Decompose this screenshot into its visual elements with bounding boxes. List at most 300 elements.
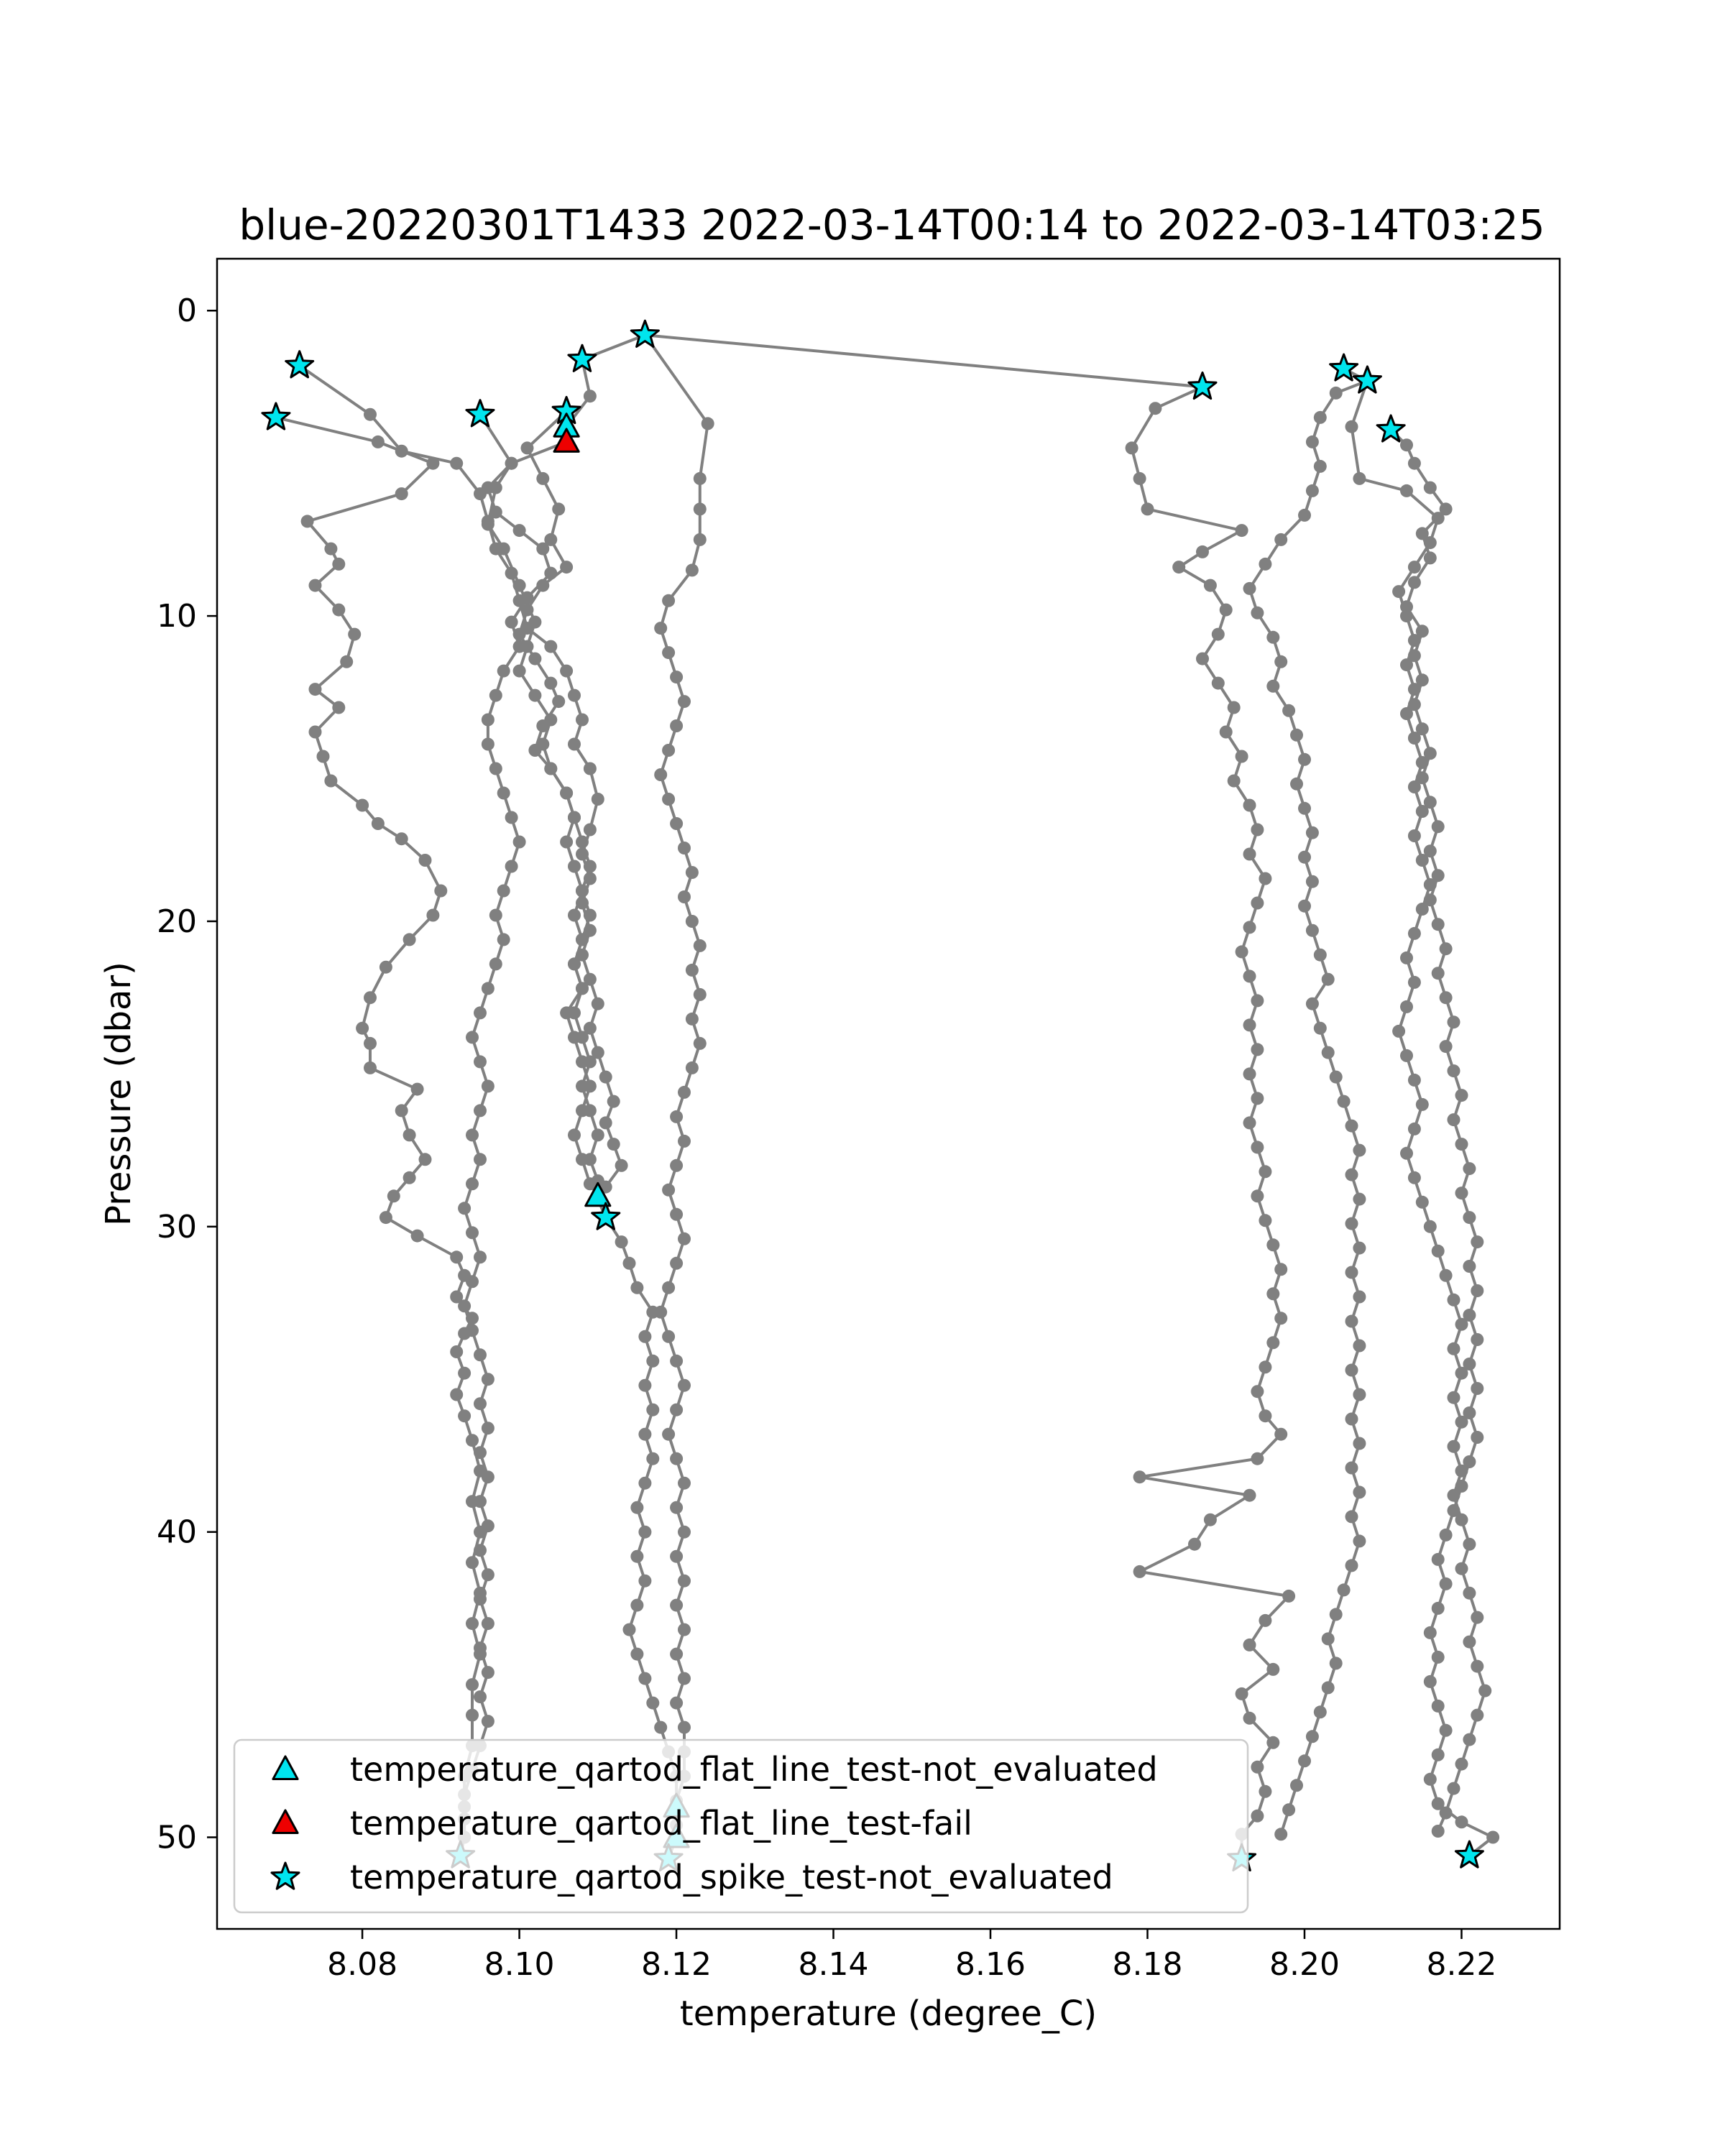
data-point (403, 1171, 416, 1184)
data-point (1251, 1761, 1264, 1774)
data-point (638, 1575, 651, 1588)
data-point (1416, 756, 1429, 769)
legend-label: temperature_qartod_flat_line_test-fail (350, 1804, 972, 1843)
data-point (1478, 1685, 1491, 1697)
y-tick-label: 30 (157, 1208, 197, 1245)
data-point (1353, 472, 1366, 485)
data-point (694, 988, 707, 1001)
data-point (1346, 1510, 1358, 1523)
data-point (584, 860, 597, 873)
data-point (686, 563, 699, 576)
data-point (1353, 1388, 1366, 1401)
data-point (678, 1233, 691, 1245)
data-point (576, 933, 589, 946)
data-point (1408, 732, 1421, 745)
data-point (497, 665, 510, 678)
data-point (568, 860, 581, 873)
data-point (1353, 1485, 1366, 1498)
data-point (1416, 1098, 1429, 1111)
data-point (1432, 1651, 1445, 1664)
data-point (1471, 1382, 1484, 1395)
data-point (1448, 1113, 1460, 1126)
data-point (654, 1721, 667, 1734)
data-point (1298, 1754, 1311, 1767)
y-tick-label: 40 (157, 1514, 197, 1551)
data-point (474, 1593, 487, 1606)
data-point (1243, 1489, 1256, 1502)
data-point (1448, 1342, 1460, 1355)
data-point (1455, 1562, 1468, 1575)
data-point (568, 738, 581, 751)
data-point (482, 1568, 494, 1581)
data-point (607, 1095, 620, 1108)
data-point (1251, 607, 1264, 619)
data-point (1133, 472, 1146, 485)
data-point (1236, 1687, 1248, 1700)
data-point (301, 515, 314, 528)
data-point (1346, 1413, 1358, 1426)
data-point (599, 1116, 612, 1129)
data-point (395, 445, 408, 458)
data-point (1471, 1431, 1484, 1444)
data-point (1424, 1675, 1437, 1688)
data-point (1314, 411, 1327, 424)
data-point (1322, 973, 1335, 986)
data-point (1353, 1144, 1366, 1157)
data-point (584, 390, 597, 402)
data-point (1346, 420, 1358, 433)
data-point (1236, 750, 1248, 763)
data-point (670, 1159, 683, 1172)
data-point (1259, 1360, 1271, 1373)
data-point (654, 1306, 667, 1319)
data-point (450, 1250, 463, 1263)
data-point (458, 1367, 471, 1380)
data-point (1346, 1120, 1358, 1133)
data-point (1455, 1367, 1468, 1380)
y-tick-label: 20 (157, 903, 197, 940)
data-point (678, 695, 691, 708)
data-point (1141, 502, 1154, 515)
data-point (489, 482, 502, 494)
data-point (1353, 1340, 1366, 1353)
data-point (1259, 1785, 1271, 1798)
data-point (395, 1104, 408, 1117)
data-point (474, 1641, 487, 1654)
data-point (670, 1257, 683, 1270)
data-point (615, 1235, 628, 1248)
data-point (694, 533, 707, 546)
data-point (1266, 631, 1279, 644)
data-point (505, 811, 518, 824)
data-point (497, 543, 510, 556)
data-point (474, 1446, 487, 1459)
data-point (584, 909, 597, 922)
data-point (482, 1422, 494, 1434)
data-point (1259, 1214, 1271, 1227)
data-point (1432, 512, 1445, 525)
data-point (1440, 1040, 1453, 1053)
data-point (356, 799, 369, 812)
y-tick-label: 10 (157, 598, 197, 635)
data-point (474, 1495, 487, 1508)
data-point (466, 1678, 479, 1691)
data-point (309, 579, 322, 592)
data-point (1243, 1639, 1256, 1651)
data-point (1448, 1782, 1460, 1795)
data-point (1282, 1803, 1295, 1816)
data-point (1432, 1553, 1445, 1566)
data-point (568, 909, 581, 922)
data-point (332, 604, 345, 617)
data-point (1338, 1583, 1351, 1596)
data-point (1243, 969, 1256, 982)
data-point (1251, 1385, 1264, 1398)
data-point (1172, 561, 1185, 573)
data-point (1290, 778, 1303, 791)
data-point (309, 726, 322, 739)
data-point (1251, 1141, 1264, 1153)
data-point (482, 1079, 494, 1092)
data-point (1455, 1815, 1468, 1828)
data-point (592, 793, 604, 806)
x-tick-label: 8.08 (327, 1946, 398, 1983)
data-point (1314, 1022, 1327, 1035)
data-point (576, 714, 589, 727)
data-point (466, 1556, 479, 1569)
data-point (1440, 1577, 1453, 1590)
data-point (1133, 1565, 1146, 1578)
data-point (458, 1409, 471, 1422)
data-point (686, 1061, 699, 1074)
data-point (1471, 1709, 1484, 1722)
data-point (630, 1599, 643, 1612)
data-point (694, 472, 707, 485)
data-point (576, 982, 589, 995)
data-point (419, 1153, 432, 1166)
data-point (505, 616, 518, 629)
data-point (1353, 1437, 1366, 1450)
data-point (474, 1250, 487, 1263)
data-point (1408, 634, 1421, 647)
data-point (1251, 1810, 1264, 1823)
data-point (372, 436, 385, 448)
data-point (670, 1208, 683, 1221)
data-point (1314, 949, 1327, 962)
data-point (1463, 1538, 1476, 1551)
data-point (1463, 1162, 1476, 1175)
data-point (466, 1709, 479, 1722)
data-point (387, 1189, 400, 1202)
data-point (489, 763, 502, 775)
data-point (1424, 551, 1437, 564)
data-point (670, 1452, 683, 1465)
data-point (560, 1006, 573, 1019)
data-point (560, 836, 573, 849)
data-point (560, 561, 573, 573)
data-point (1353, 1534, 1366, 1547)
data-point (646, 1452, 659, 1465)
data-point (1448, 1015, 1460, 1028)
legend-label: temperature_qartod_flat_line_test-not_evaluated (350, 1750, 1158, 1789)
data-point (1424, 1220, 1437, 1233)
data-point (497, 933, 510, 946)
data-point (1298, 753, 1311, 766)
chart-title: blue-20220301T1433 2022-03-14T00:14 to 2022-03-14T03:25 (239, 201, 1545, 249)
data-point (1432, 918, 1445, 931)
data-point (1274, 655, 1287, 668)
data-point (1463, 1636, 1476, 1649)
data-point (1432, 1825, 1445, 1838)
data-point (552, 695, 565, 708)
data-point (474, 1104, 487, 1117)
data-point (1408, 927, 1421, 940)
data-point (1408, 683, 1421, 696)
data-point (670, 1355, 683, 1368)
data-point (1432, 1700, 1445, 1713)
data-point (482, 1715, 494, 1728)
data-point (1243, 1067, 1256, 1080)
data-point (1400, 438, 1413, 451)
data-point (1455, 1089, 1468, 1102)
data-point (1259, 1165, 1271, 1178)
data-point (1440, 1529, 1453, 1542)
data-point (1274, 1312, 1287, 1325)
data-point (1228, 775, 1241, 788)
data-point (1463, 1733, 1476, 1746)
data-point (678, 890, 691, 903)
data-point (1432, 820, 1445, 833)
data-point (576, 1153, 589, 1166)
data-point (426, 909, 439, 922)
data-point (317, 750, 330, 763)
data-point (1306, 998, 1319, 1010)
data-point (1236, 524, 1248, 537)
data-point (1266, 1336, 1279, 1349)
data-point (599, 1071, 612, 1084)
data-point (1306, 1730, 1319, 1743)
data-point (1212, 628, 1225, 641)
data-point (1392, 1025, 1405, 1038)
data-point (678, 1086, 691, 1099)
data-point (340, 655, 353, 668)
data-point (1243, 1018, 1256, 1031)
legend-label: temperature_qartod_spike_test-not_evaluated (350, 1858, 1113, 1897)
data-point (662, 594, 675, 607)
data-point (1408, 976, 1421, 989)
data-point (694, 939, 707, 952)
data-point (466, 1434, 479, 1447)
data-point (568, 811, 581, 824)
data-point (592, 1128, 604, 1141)
data-point (678, 1477, 691, 1490)
data-point (395, 832, 408, 845)
data-point (607, 1138, 620, 1151)
y-axis-label: Pressure (dbar) (98, 962, 139, 1226)
data-point (450, 1388, 463, 1401)
data-point (348, 628, 361, 641)
data-point (1448, 1064, 1460, 1077)
data-point (1306, 924, 1319, 937)
data-point (332, 558, 345, 571)
data-point (1259, 1409, 1271, 1422)
data-point (309, 683, 322, 696)
data-point (466, 1128, 479, 1141)
data-point (482, 1666, 494, 1679)
data-point (630, 1501, 643, 1514)
data-point (584, 763, 597, 775)
data-point (356, 1022, 369, 1035)
data-point (615, 1159, 628, 1172)
data-point (1282, 704, 1295, 717)
data-point (466, 1031, 479, 1044)
data-point (1400, 707, 1413, 720)
data-point (434, 885, 447, 898)
x-tick-label: 8.22 (1426, 1946, 1497, 1983)
data-point (662, 793, 675, 806)
data-point (1408, 780, 1421, 793)
data-point (466, 1177, 479, 1190)
data-point (646, 1404, 659, 1416)
data-point (678, 1575, 691, 1588)
data-point (1251, 1452, 1264, 1465)
data-point (1346, 1266, 1358, 1279)
legend-item (272, 1858, 1113, 1897)
data-point (568, 689, 581, 702)
data-point (1236, 945, 1248, 958)
y-tick-label: 0 (177, 292, 197, 330)
data-point (474, 1690, 487, 1703)
data-point (1251, 1043, 1264, 1056)
data-point (544, 567, 557, 580)
data-point (474, 1055, 487, 1068)
data-point (1471, 1333, 1484, 1346)
data-point (1448, 1489, 1460, 1502)
data-point (1259, 872, 1271, 885)
data-point (411, 1083, 424, 1096)
data-point (1266, 680, 1279, 693)
data-point (528, 616, 541, 629)
data-point (1416, 805, 1429, 818)
data-point (380, 1211, 392, 1224)
data-point (1133, 1470, 1146, 1483)
data-point (1290, 1779, 1303, 1792)
data-point (1432, 1749, 1445, 1761)
data-point (1298, 802, 1311, 815)
data-point (1432, 1602, 1445, 1615)
data-point (1266, 1736, 1279, 1749)
data-point (1448, 1391, 1460, 1404)
data-point (1298, 851, 1311, 864)
data-point (536, 543, 549, 556)
data-point (1486, 1831, 1499, 1844)
data-point (1416, 854, 1429, 867)
data-point (513, 836, 526, 849)
data-point (482, 738, 494, 751)
data-point (450, 1345, 463, 1358)
data-point (1196, 653, 1209, 665)
data-point (630, 1550, 643, 1563)
data-point (1455, 1416, 1468, 1429)
data-point (662, 1428, 675, 1441)
data-point (1274, 1263, 1287, 1276)
data-point (1416, 1196, 1429, 1209)
data-point (364, 1061, 377, 1074)
data-point (1196, 545, 1209, 558)
data-point (560, 787, 573, 800)
data-point (324, 543, 337, 556)
data-point (458, 1299, 471, 1312)
data-point (474, 1348, 487, 1361)
data-point (678, 1721, 691, 1734)
data-point (1432, 1245, 1445, 1258)
data-point (521, 640, 534, 653)
data-point (513, 665, 526, 678)
data-point (638, 1672, 651, 1685)
data-point (505, 457, 518, 470)
data-point (1408, 829, 1421, 842)
data-point (1400, 952, 1413, 964)
data-point (482, 1519, 494, 1532)
data-point (1448, 1440, 1460, 1453)
data-point (678, 842, 691, 854)
data-point (474, 1006, 487, 1019)
x-tick-label: 8.18 (1112, 1946, 1183, 1983)
data-point (1314, 1705, 1327, 1718)
data-point (1330, 387, 1343, 400)
data-point (1346, 1169, 1358, 1181)
x-tick-label: 8.10 (484, 1946, 555, 1983)
data-point (1306, 484, 1319, 497)
data-point (364, 1037, 377, 1050)
data-point (1243, 848, 1256, 861)
data-point (686, 866, 699, 879)
legend-item (273, 1750, 1158, 1789)
data-point (1471, 1611, 1484, 1624)
data-point (694, 502, 707, 515)
data-point (1463, 1587, 1476, 1600)
data-point (592, 998, 604, 1010)
data-point (1251, 1092, 1264, 1105)
data-point (1243, 1116, 1256, 1129)
data-point (576, 885, 589, 898)
data-point (1243, 582, 1256, 595)
data-point (623, 1623, 636, 1636)
data-point (1400, 1147, 1413, 1160)
data-point (1440, 991, 1453, 1004)
data-point (411, 1230, 424, 1243)
data-point (654, 622, 667, 635)
data-point (1251, 994, 1264, 1007)
data-point (1408, 457, 1421, 470)
data-point (1408, 1074, 1421, 1087)
data-point (1448, 1294, 1460, 1307)
data-point (1149, 402, 1162, 415)
data-point (450, 457, 463, 470)
data-point (670, 1404, 683, 1416)
data-point (670, 1648, 683, 1661)
data-point (568, 1031, 581, 1044)
data-point (678, 1526, 691, 1539)
data-point (1251, 824, 1264, 837)
data-point (686, 964, 699, 977)
data-point (1400, 484, 1413, 497)
data-point (513, 524, 526, 537)
data-point (662, 646, 675, 659)
data-point (1259, 1614, 1271, 1627)
data-point (1228, 701, 1241, 714)
data-point (1471, 1284, 1484, 1297)
